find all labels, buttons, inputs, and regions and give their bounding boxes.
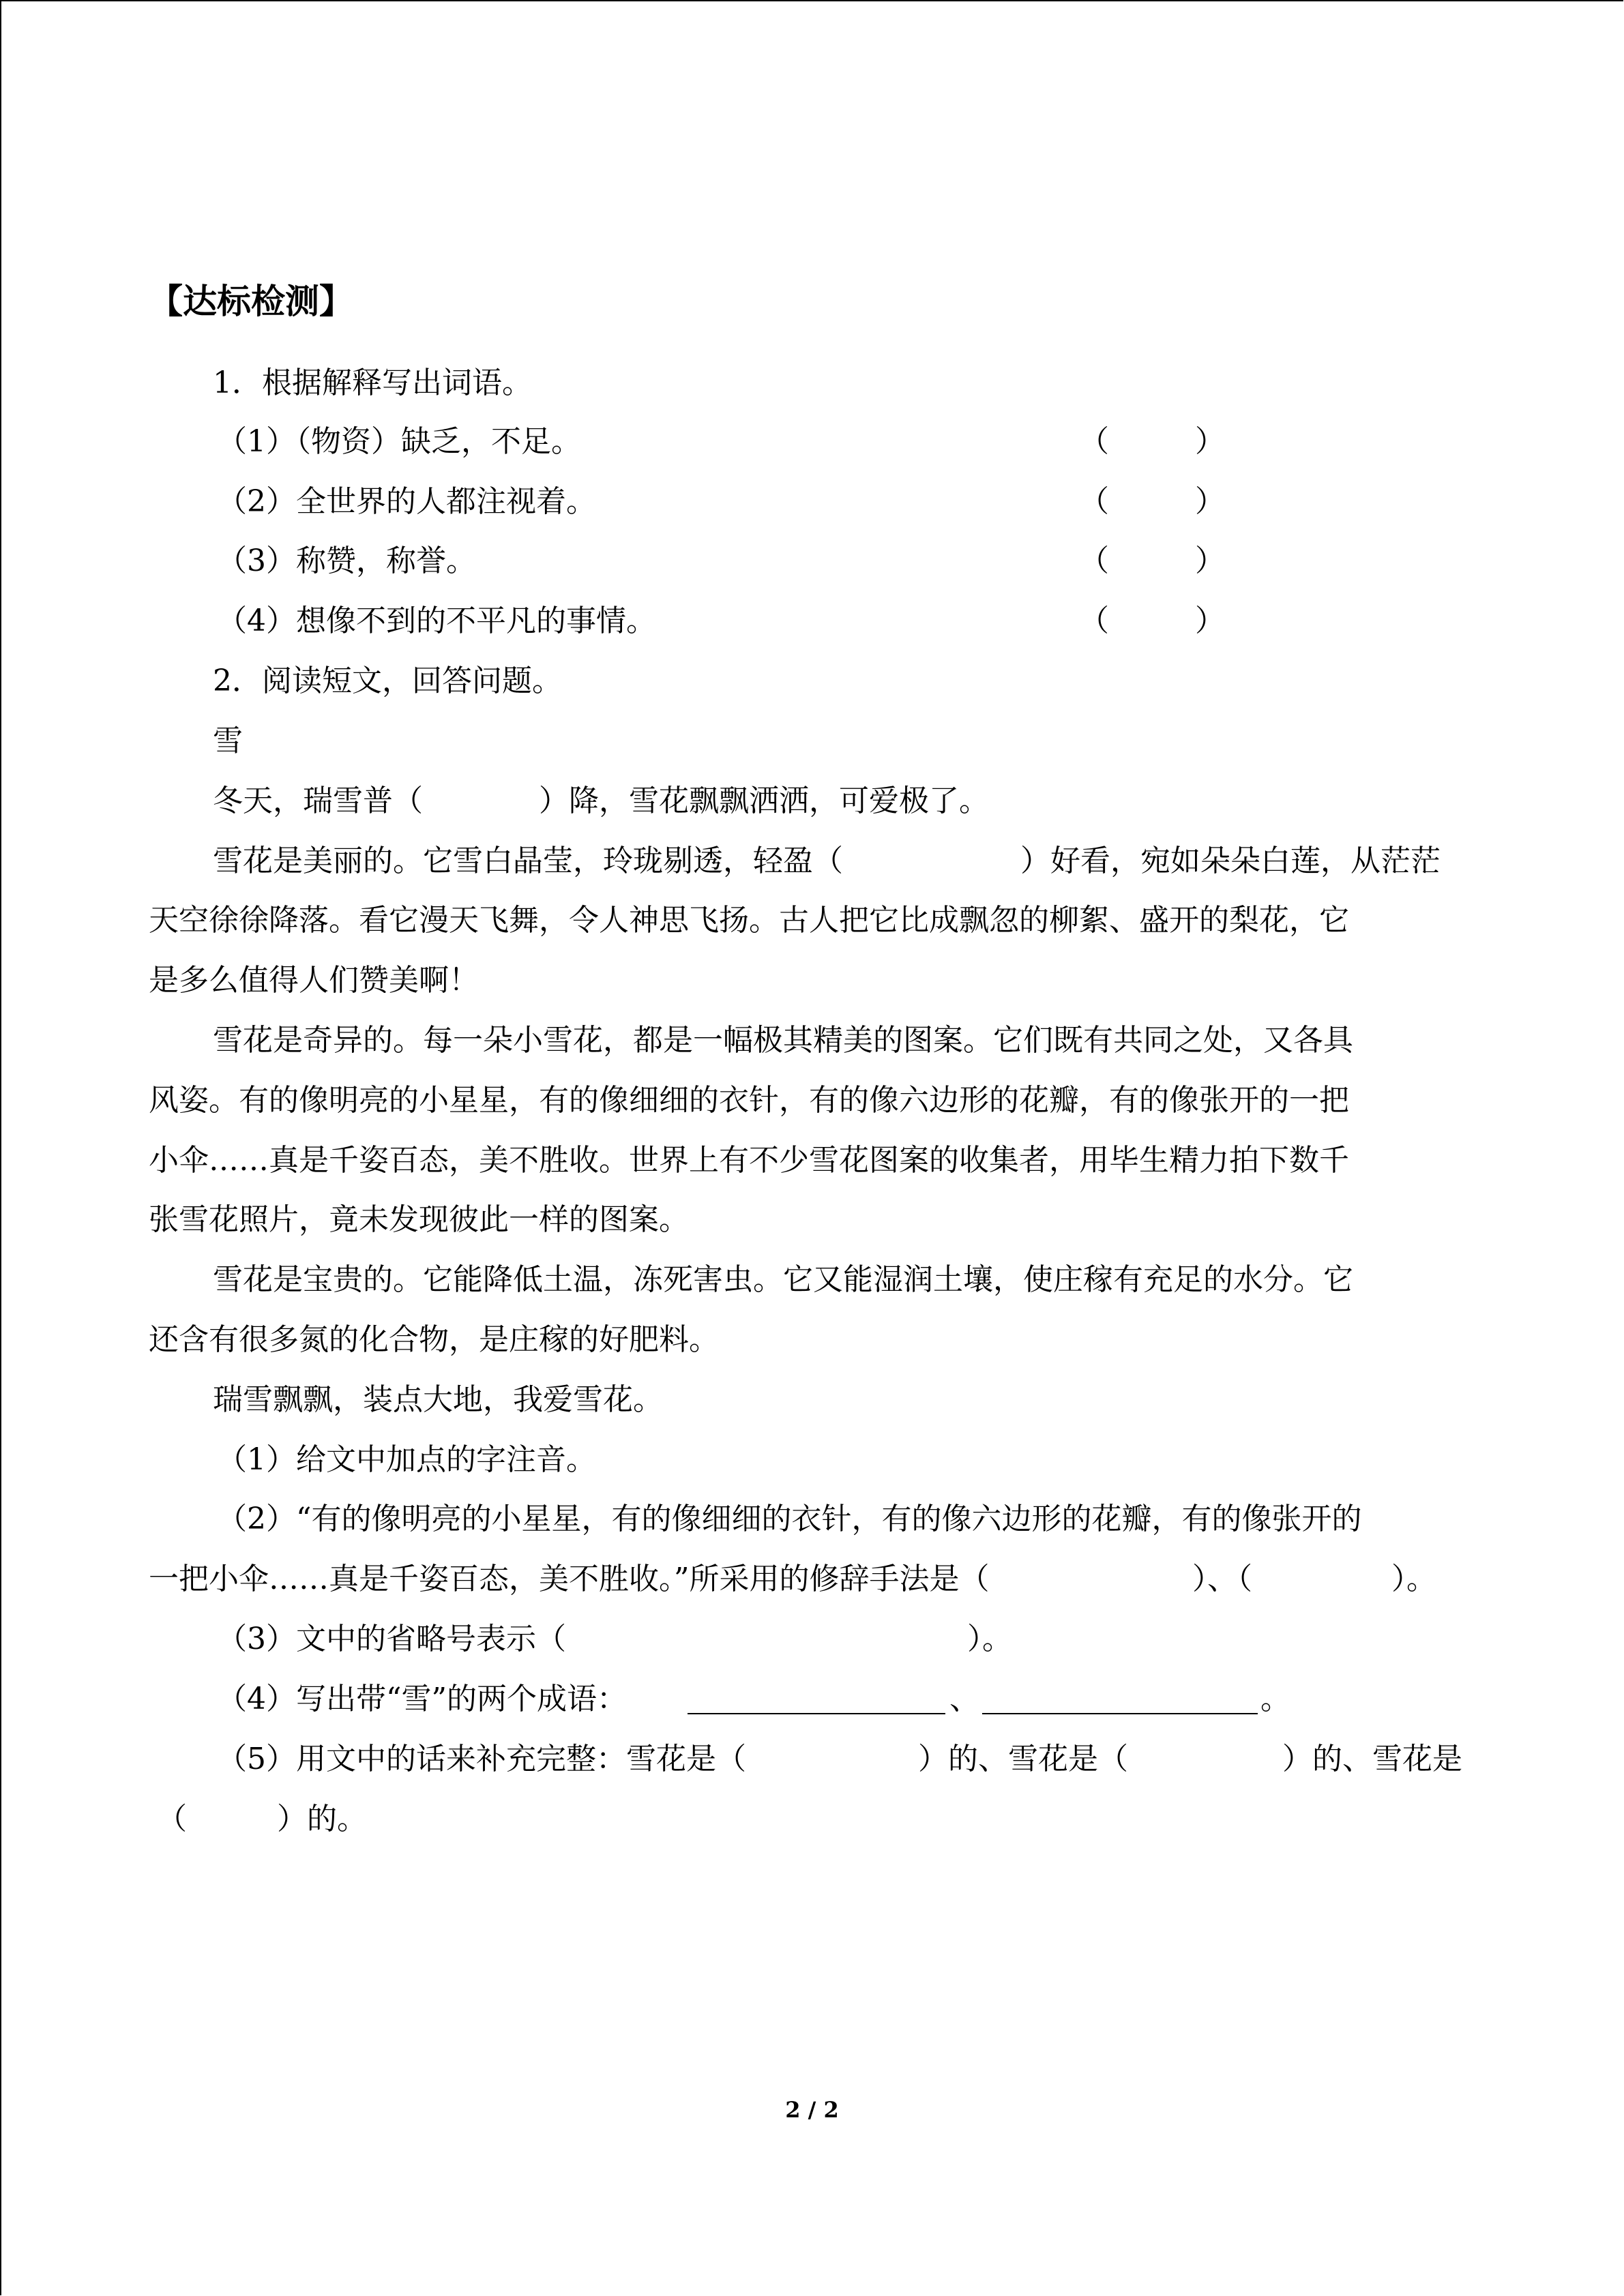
q1-item-3: （3）称赞，称誉。 [217,543,476,578]
passage-p1-a: 冬天，瑞雪普（ [213,784,423,818]
idiom-answer-line-1[interactable] [688,1683,945,1714]
sub-question-2-line1: （2）“有的像明亮的小星星，有的像细细的衣针，有的像六边形的花瓣，有的像张开的 [217,1502,1362,1536]
sub-question-2-line2-a: 一把小伞……真是千姿百态，美不胜收。”所采用的修辞手法是（ [149,1562,990,1596]
passage-p4-line2: 还含有很多氮的化合物，是庄稼的好肥料。 [149,1322,719,1357]
passage-p4-line1: 雪花是宝贵的。它能降低土温，冻死害虫。它又能湿润土壤，使庄稼有充足的水分。它 [213,1262,1353,1297]
sub-question-5-line2-b: ）的。 [277,1802,367,1836]
passage-p2-line2: 天空徐徐降落。看它漫天飞舞，令人神思飞扬。古人把它比成飘忽的柳絮、盛开的梨花，它 [149,903,1349,938]
q1-stem: 1．根据解释写出词语。 [213,366,532,400]
section-title: 【达标检测】 [149,282,353,321]
sub-question-2-line2-c: ）。 [1391,1562,1436,1596]
sub-question-4-c: 。 [1260,1682,1290,1716]
q1-answer-close-1: ） [1195,424,1225,459]
passage-title: 雪 [213,724,243,758]
q1-item-2: （2）全世界的人都注视着。 [217,484,596,519]
passage-p3-line3: 小伞……真是千姿百态，美不胜收。世界上有不少雪花图案的收集者，用毕生精力拍下数千 [149,1143,1349,1178]
q1-item-1: （1）（物资）缺乏，不足。 [217,424,581,459]
sub-question-3-b: ）。 [967,1622,1012,1656]
sub-question-4-a: （4）写出带“雪”的两个成语： [217,1682,627,1716]
passage-p5: 瑞雪飘飘，装点大地，我爱雪花。 [213,1382,663,1417]
sub-question-3-a: （3）文中的省略号表示（ [217,1622,566,1656]
passage-p2-line1-b: ）好看，宛如朵朵白莲，从茫茫 [1020,844,1441,878]
passage-p3-line1: 雪花是奇异的。每一朵小雪花，都是一幅极其精美的图案。它们既有共同之处，又各具 [213,1023,1353,1058]
q2-stem: 2．阅读短文，回答问题。 [213,664,562,698]
q1-answer-close-2: ） [1195,484,1225,519]
q1-item-4: （4）想像不到的不平凡的事情。 [217,603,656,638]
sub-question-5-line1-c: ）的、雪花是 [1282,1742,1462,1776]
q1-answer-open-2: （ [1079,484,1109,519]
sub-question-1: （1）给文中加点的字注音。 [217,1442,596,1477]
q1-answer-close-3: ） [1195,543,1225,578]
idiom-answer-line-2[interactable] [982,1683,1258,1714]
passage-p2-line3: 是多么值得人们赞美啊！ [149,963,479,998]
passage-p3-line4: 张雪花照片，竟未发现彼此一样的图案。 [149,1202,689,1237]
q1-answer-open-3: （ [1079,543,1109,578]
q1-answer-close-4: ） [1195,603,1225,638]
q1-answer-open-4: （ [1079,603,1109,638]
passage-p1-b: ）降，雪花飘飘洒洒，可爱极了。 [539,784,989,818]
passage-p3-line2: 风姿。有的像明亮的小星星，有的像细细的衣针，有的像六边形的花瓣，有的像张开的一把 [149,1083,1349,1118]
sub-question-5-line1-b: ）的、雪花是（ [918,1742,1128,1776]
passage-p2-line1-a: 雪花是美丽的。它雪白晶莹，玲珑剔透，轻盈（ [213,844,843,878]
sub-question-5-line1-a: （5）用文中的话来补充完整：雪花是（ [217,1742,746,1776]
q1-answer-open-1: （ [1079,424,1109,459]
sub-question-2-line2-b: ）、（ [1192,1562,1252,1596]
sub-question-5-line2-a: （ [157,1802,187,1836]
page-number: 2 / 2 [785,2097,839,2123]
sub-question-4-b: 、 [949,1682,979,1716]
